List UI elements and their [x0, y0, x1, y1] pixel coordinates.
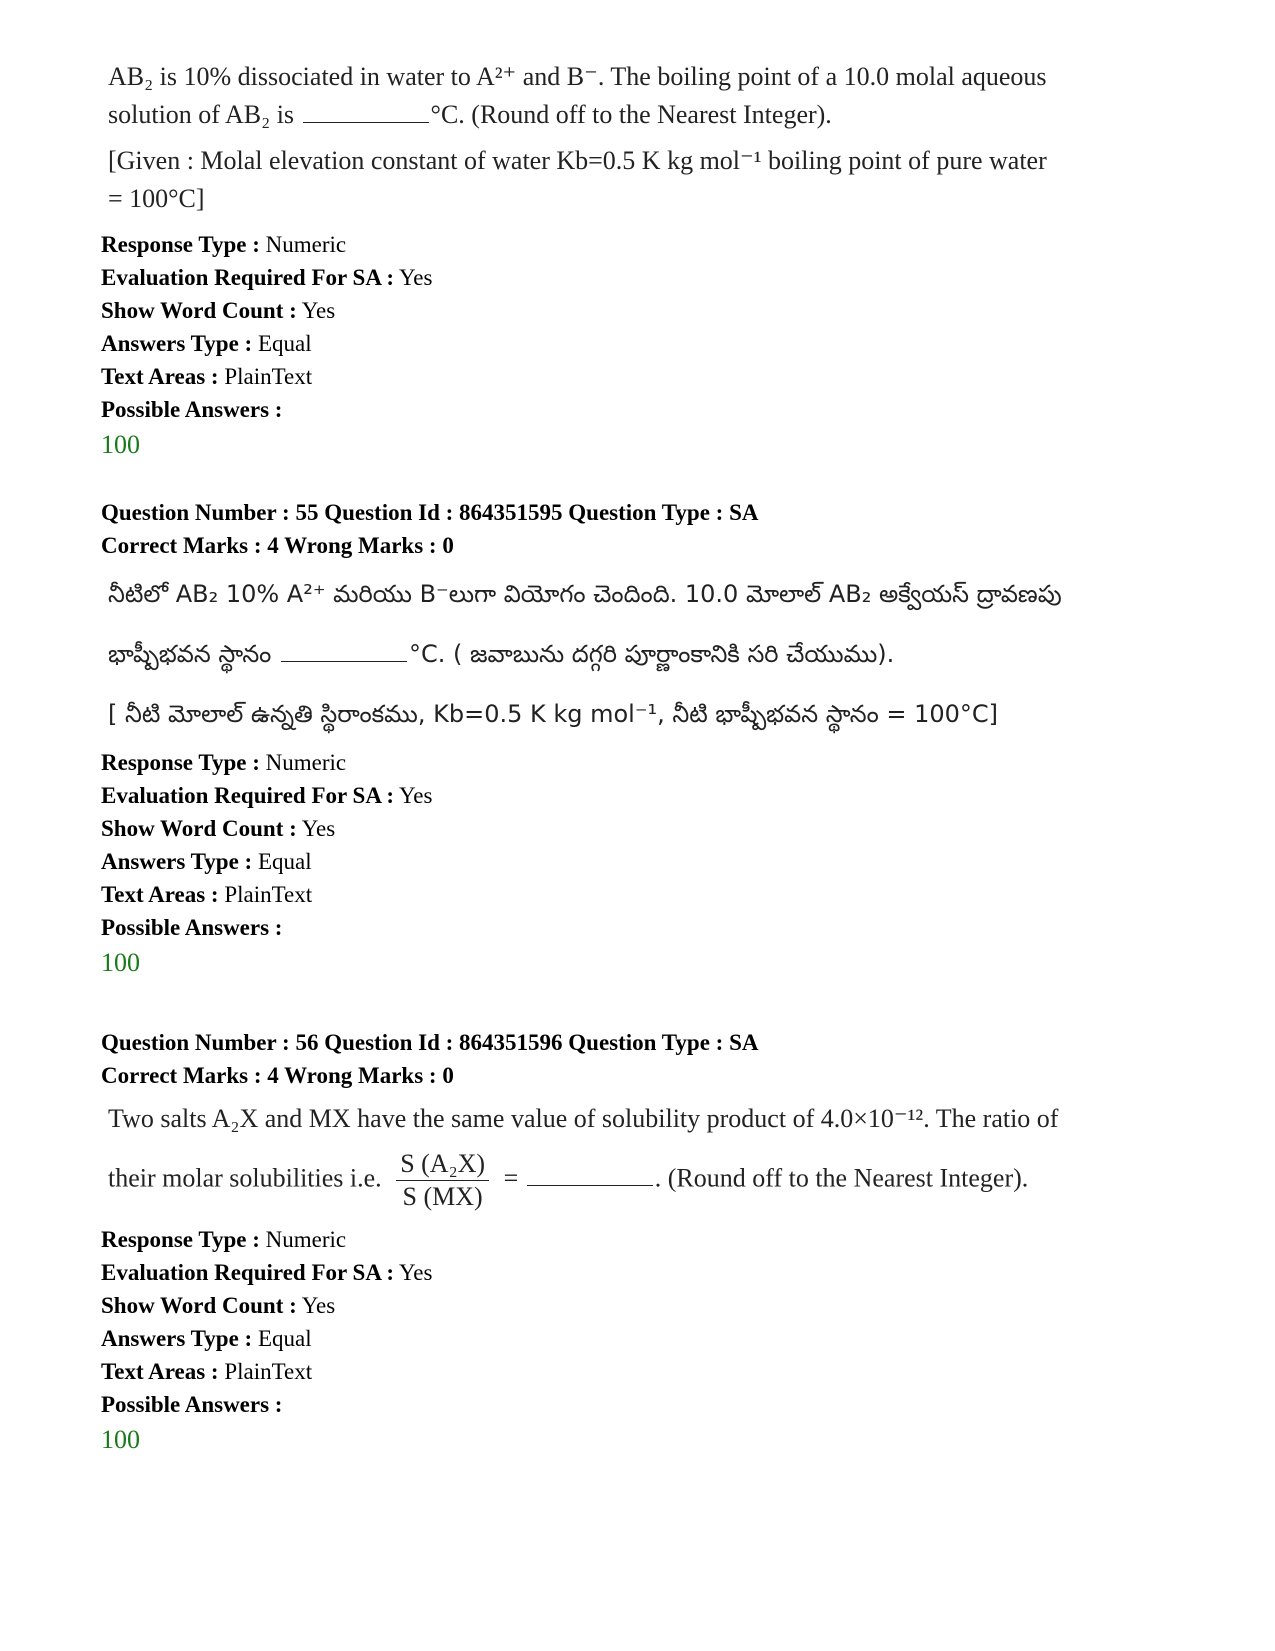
- meta-answers-type: Answers Type : Equal: [101, 331, 312, 356]
- meta-possible-answers: Possible Answers :: [101, 915, 283, 940]
- question-header: Question Number : 56 Question Id : 864351596 Question Type : SA: [101, 1030, 759, 1055]
- question-text-line: [108, 96, 1191, 134]
- possible-answer: 100: [101, 948, 140, 977]
- question-text-part: భాష్పీభవన స్థానం: [108, 640, 272, 668]
- answer-blank: [527, 1165, 653, 1186]
- question-text-part: . (Round off to the Nearest Integer).: [654, 1163, 1029, 1193]
- question-56: [101, 1026, 1191, 1457]
- question-header: Question Number : 55 Question Id : 864351595 Question Type : SA: [101, 500, 759, 525]
- meta-possible-answers: Possible Answers :: [101, 397, 283, 422]
- possible-answer: 100: [101, 1425, 140, 1454]
- meta-answers-type: Answers Type : Equal: [101, 1326, 312, 1351]
- meta-response-type: Response Type : Numeric: [101, 1227, 347, 1252]
- question-text: [101, 58, 1191, 218]
- meta-evaluation-required: Evaluation Required For SA : Yes: [101, 1260, 433, 1285]
- meta-list: [101, 1223, 1191, 1421]
- equals-sign: =: [503, 1163, 519, 1193]
- question-54: [101, 58, 1191, 462]
- question-text-line: AB₂ is 10% dissociated in water to A²⁺ and B⁻. The boiling point of a 10.0 molal aqueous: [108, 62, 1047, 91]
- meta-show-word-count: Show Word Count : Yes: [101, 1293, 336, 1318]
- answer-blank: [281, 641, 407, 662]
- meta-list: [101, 746, 1191, 944]
- meta-response-type: Response Type : Numeric: [101, 750, 347, 775]
- meta-evaluation-required: Evaluation Required For SA : Yes: [101, 265, 433, 290]
- solubility-ratio-fraction: [396, 1148, 489, 1213]
- question-text-part: solution of AB₂ is: [108, 100, 295, 129]
- question-text: [101, 1100, 1191, 1213]
- meta-evaluation-required: Evaluation Required For SA : Yes: [101, 783, 433, 808]
- given-line: [Given : Molal elevation constant of water Kb=0.5 K kg mol⁻¹ boiling point of pure water: [108, 146, 1047, 175]
- fraction-denominator: S (MX): [402, 1182, 483, 1211]
- question-text-part: °C. ( జవాబును దగ్గరి పూర్ణాంకానికి సరి చేయుము).: [408, 640, 895, 668]
- given-line: = 100°C]: [108, 184, 205, 213]
- possible-answer: 100: [101, 430, 140, 459]
- question-text-line: [108, 1148, 1191, 1213]
- meta-possible-answers: Possible Answers :: [101, 1392, 283, 1417]
- meta-show-word-count: Show Word Count : Yes: [101, 816, 336, 841]
- meta-text-areas: Text Areas : PlainText: [101, 882, 313, 907]
- meta-text-areas: Text Areas : PlainText: [101, 1359, 313, 1384]
- meta-text-areas: Text Areas : PlainText: [101, 364, 313, 389]
- question-marks: Correct Marks : 4 Wrong Marks : 0: [101, 1063, 454, 1088]
- question-text: [101, 564, 1191, 744]
- meta-response-type: Response Type : Numeric: [101, 232, 347, 257]
- question-text-line: [108, 624, 1191, 684]
- meta-show-word-count: Show Word Count : Yes: [101, 298, 336, 323]
- question-text-part: °C. (Round off to the Nearest Integer).: [430, 100, 832, 129]
- question-text-line: నీటిలో AB₂ 10% A²⁺ మరియు B⁻లుగా వియోగం చెందింది. 10.0 మోలాల్ AB₂ అక్వేయస్ ద్రావణపు: [108, 580, 1062, 608]
- fraction-numerator: S (A₂X): [396, 1148, 489, 1181]
- given-line: [ నీటి మోలాల్ ఉన్నతి స్థిరాంకము, Kb=0.5 K kg mol⁻¹, నీటి భాష్పీభవన స్థానం = 100°C]: [108, 700, 999, 728]
- meta-list: [101, 228, 1191, 426]
- meta-answers-type: Answers Type : Equal: [101, 849, 312, 874]
- question-text-line: Two salts A₂X and MX have the same value of solubility product of 4.0×10⁻¹². The ratio of: [108, 1104, 1059, 1133]
- question-55: [101, 496, 1191, 980]
- question-marks: Correct Marks : 4 Wrong Marks : 0: [101, 533, 454, 558]
- question-text-part: their molar solubilities i.e.: [108, 1163, 382, 1193]
- answer-blank: [303, 102, 429, 123]
